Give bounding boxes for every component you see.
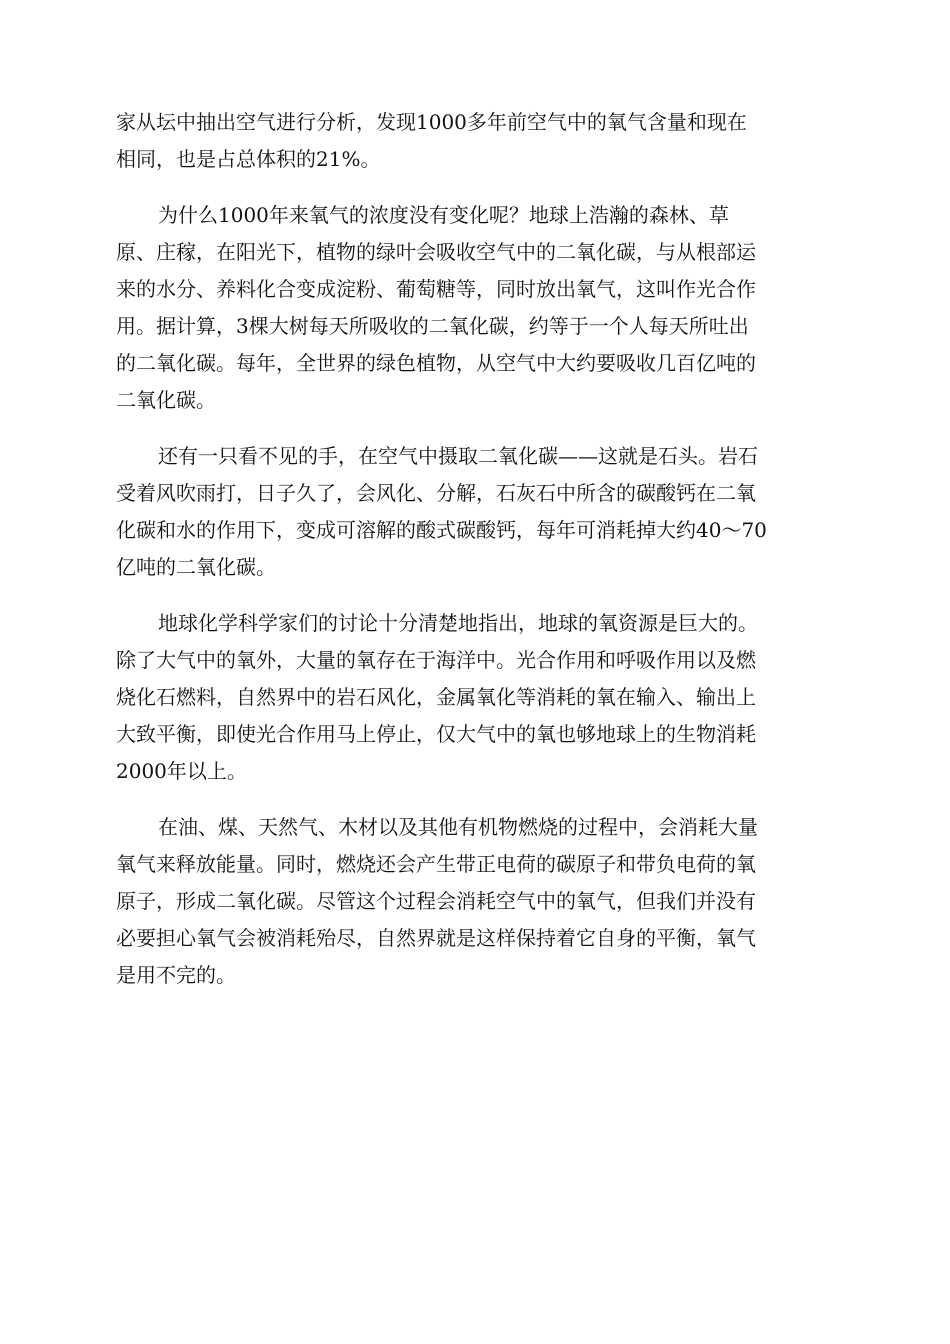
paragraph-3 bbox=[116, 438, 832, 586]
text-line: 为什么1000年来氧气的浓度没有变化呢？地球上浩瀚的森林、草 bbox=[158, 203, 729, 227]
text-line: 亿吨的二氧化碳。 bbox=[116, 555, 276, 579]
text-line: 的二氧化碳。每年，全世界的绿色植物，从空气中大约要吸收几百亿吨的 bbox=[116, 351, 756, 375]
text-line: 原子，形成二氧化碳。尽管这个过程会消耗空气中的氧气，但我们并没有 bbox=[116, 889, 756, 913]
text-line: 必要担心氧气会被消耗殆尽，自然界就是这样保持着它自身的平衡，氧气 bbox=[116, 926, 756, 950]
text-line: 相同，也是占总体积的21%。 bbox=[116, 147, 381, 171]
text-line: 是用不完的。 bbox=[116, 963, 236, 987]
text-line: 来的水分、养料化合变成淀粉、葡萄糖等，同时放出氧气，这叫作光合作 bbox=[116, 277, 756, 301]
text-line: 大致平衡，即使光合作用马上停止，仅大气中的氧也够地球上的生物消耗 bbox=[116, 722, 756, 746]
text-line: 烧化石燃料，自然界中的岩石风化，金属氧化等消耗的氧在输入、输出上 bbox=[116, 685, 756, 709]
text-line: 受着风吹雨打，日子久了，会风化、分解，石灰石中所含的碳酸钙在二氧 bbox=[116, 481, 756, 505]
text-line: 用。据计算，3棵大树每天所吸收的二氧化碳，约等于一个人每天所吐出 bbox=[116, 314, 749, 338]
paragraph-5 bbox=[116, 809, 832, 994]
paragraph-4 bbox=[116, 605, 832, 790]
text-line: 除了大气中的氧外，大量的氧存在于海洋中。光合作用和呼吸作用以及燃 bbox=[116, 648, 756, 672]
text-line: 在油、煤、天然气、木材以及其他有机物燃烧的过程中，会消耗大量 bbox=[158, 815, 758, 839]
text-line: 氧气来释放能量。同时，燃烧还会产生带正电荷的碳原子和带负电荷的氧 bbox=[116, 852, 756, 876]
document-body bbox=[116, 104, 832, 1013]
text-line: 二氧化碳。 bbox=[116, 388, 216, 412]
paragraph-2 bbox=[116, 197, 832, 419]
text-line: 还有一只看不见的手，在空气中摄取二氧化碳——这就是石头。岩石 bbox=[158, 444, 758, 468]
paragraph-1 bbox=[116, 104, 832, 178]
text-line: 原、庄稼，在阳光下，植物的绿叶会吸收空气中的二氧化碳，与从根部运 bbox=[116, 240, 756, 264]
text-line: 家从坛中抽出空气进行分析，发现1000多年前空气中的氧气含量和现在 bbox=[116, 110, 747, 134]
text-line: 2000年以上。 bbox=[116, 759, 247, 783]
text-line: 地球化学科学家们的讨论十分清楚地指出，地球的氧资源是巨大的。 bbox=[158, 611, 758, 635]
text-line: 化碳和水的作用下，变成可溶解的酸式碳酸钙，每年可消耗掉大约40～70 bbox=[116, 518, 767, 542]
